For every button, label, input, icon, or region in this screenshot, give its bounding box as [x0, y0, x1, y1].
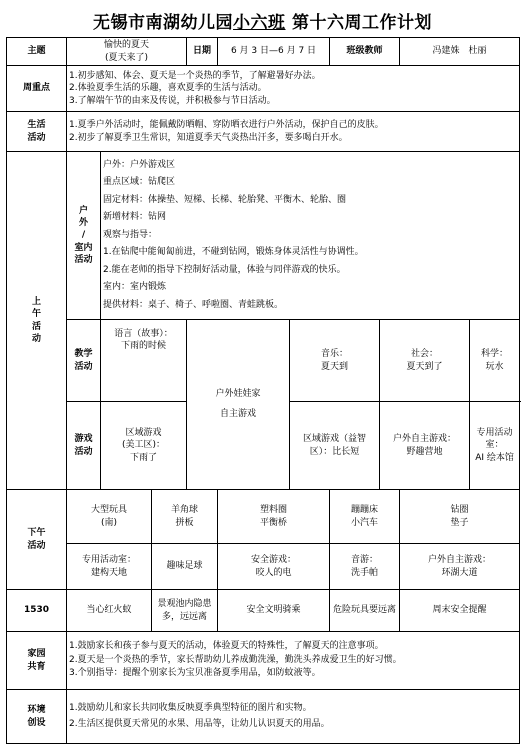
theme-value-line-1: 愉快的夏天	[103, 40, 149, 51]
safety-item	[152, 590, 218, 632]
afternoon-item-line-1: 户外自主游戏：	[428, 555, 492, 566]
afternoon-item-line-1: 安全游戏：	[251, 555, 297, 566]
outdoor-line: 户外：户外游戏区	[103, 159, 176, 170]
afternoon-item	[330, 490, 400, 544]
title-class-name: 小六班	[233, 13, 286, 33]
family-line: 2.夏天是一个炎热的季节，家长帮助幼儿养成勤洗澡，勤洗头养成爱卫生的好习惯。	[69, 654, 402, 665]
afternoon-item-line-2: 环湖大道	[441, 567, 478, 578]
teaching-music-type: 音乐：	[321, 349, 349, 360]
family-label-line-2: 共育	[27, 661, 46, 672]
game-outdoor-line-1: 户外自主游戏：	[393, 434, 457, 445]
theme-value-line-2: (夏天来了)	[104, 52, 149, 63]
safety-item	[400, 590, 520, 632]
week-focus-line: 2.体验夏季生活的乐趣，喜欢夏季的生活与活动。	[69, 83, 267, 94]
life-activity-row	[7, 112, 520, 152]
weekly-plan-table	[6, 37, 520, 744]
teaching-music	[290, 320, 380, 402]
afternoon-item	[67, 544, 152, 590]
environment-line: 2.生活区提供夏天常见的水果、用品等，让幼儿认识夏天的用品。	[69, 718, 330, 729]
outdoor-label-char: /	[81, 230, 86, 241]
afternoon-item-line-1: 音游：	[351, 555, 379, 566]
family-label-line-1: 家园	[27, 649, 46, 660]
week-focus-line: 3.了解端午节的由来及传说，并积极参与节日活动。	[69, 95, 276, 106]
game-outdoor-free	[380, 402, 470, 490]
life-label-line-2: 活动	[27, 132, 46, 143]
game-art-line-2: (美工区)：	[121, 440, 166, 451]
family-row	[7, 632, 520, 690]
week-focus-row	[7, 66, 520, 112]
teaching-science	[470, 320, 520, 402]
page-title	[0, 8, 525, 33]
title-prefix: 无锡市南湖幼儿园	[93, 13, 234, 33]
family-line: 1.鼓励家长和孩子参与夏天的活动，体验夏天的特殊性，了解夏天的注意事项。	[69, 641, 384, 652]
morning-activity-label	[7, 152, 67, 490]
life-activity-label	[7, 112, 67, 152]
afternoon-item-line-1: 羊角球	[170, 505, 198, 516]
outdoor-label-char: 外	[78, 218, 88, 229]
safety-item-line-1: 安全文明骑乘	[246, 605, 301, 616]
environment-row	[7, 690, 520, 744]
safety-item-line-1: 危险玩具要远离	[333, 605, 397, 616]
week-focus-line: 1.初步感知、体会、夏天是一个炎热的季节，了解避暑好办法。	[69, 71, 321, 82]
outdoor-line: 固定材料：体操垫、短梯、长梯、轮胎凳、平衡木、轮胎、圈	[103, 194, 347, 205]
game-activity-label	[67, 402, 101, 490]
environment-label-line-1: 环境	[27, 705, 46, 716]
shared-outdoor-play	[187, 320, 290, 490]
safety-item	[67, 590, 152, 632]
teaching-activity-label	[67, 320, 101, 402]
teaching-music-title: 夏天到	[321, 361, 349, 372]
afternoon-item-line-1: 趣味足球	[166, 561, 203, 572]
afternoon-item-line-2: 洗手帕	[351, 567, 379, 578]
outdoor-label-char: 室内	[74, 242, 93, 253]
life-label-line-1: 生活	[27, 120, 46, 131]
afternoon-item-line-1: 大型玩具	[90, 505, 127, 516]
outdoor-line: 2.能在老师的指导下控制好活动量，体验与同伴游戏的快乐。	[103, 264, 346, 275]
theme-value	[67, 38, 187, 66]
afternoon-item	[218, 544, 330, 590]
afternoon-item-line-1: 专用活动室：	[81, 555, 136, 566]
date-value: 6 月 3 日—6 月 7 日	[218, 38, 330, 66]
outdoor-label-char: 户	[78, 206, 88, 217]
safety-label: 1530	[7, 590, 67, 632]
teaching-language-title: 下雨的时候	[120, 341, 166, 352]
week-focus-content	[67, 66, 520, 112]
safety-item	[330, 590, 400, 632]
afternoon-item	[330, 544, 400, 590]
afternoon-item-line-2: 平衡桥	[260, 517, 288, 528]
teaching-language	[101, 320, 187, 402]
morning-label-char: 动	[31, 333, 41, 344]
safety-item	[218, 590, 330, 632]
afternoon-row-2	[7, 544, 520, 590]
morning-outdoor-row	[7, 152, 520, 320]
game-puzzle-line-2: 区）：比长短	[309, 446, 360, 457]
teaching-social	[380, 320, 470, 402]
afternoon-item-line-2: 拼板	[175, 517, 194, 528]
header-row	[7, 38, 520, 66]
morning-teaching-row	[7, 320, 520, 402]
teaching-social-type: 社会：	[411, 349, 439, 360]
afternoon-item	[152, 544, 218, 590]
morning-label-char: 活	[31, 321, 41, 332]
game-puzzle-line-1: 区域游戏（益智	[303, 434, 367, 445]
afternoon-item	[67, 490, 152, 544]
life-line: 2.初步了解夏季卫生常识，知道夏季天气炎热出汗多，要多喝白开水。	[69, 132, 348, 143]
afternoon-item-line-1: 蹦蹦床	[351, 505, 379, 516]
outdoor-indoor-content	[101, 152, 520, 320]
afternoon-activity-label	[7, 490, 67, 590]
afternoon-item-line-2: 小汽车	[351, 517, 379, 528]
teaching-label-line-2: 活动	[74, 361, 93, 372]
outdoor-line: 重点区域：钻爬区	[103, 177, 176, 188]
afternoon-item-line-1: 塑料圈	[260, 505, 288, 516]
afternoon-row-1	[7, 490, 520, 544]
outdoor-line: 室内：室内锻炼	[103, 282, 167, 293]
game-art-area	[101, 402, 187, 490]
family-content	[67, 632, 520, 690]
outdoor-line: 新增材料：钻网	[103, 212, 167, 223]
family-label	[7, 632, 67, 690]
teaching-science-title: 玩水	[485, 361, 504, 372]
game-room-line-2: AI 绘本馆	[475, 452, 514, 463]
game-art-line-1: 区域游戏	[125, 428, 162, 439]
teaching-science-type: 科学：	[481, 349, 509, 360]
outdoor-line: 提供材料：桌子、椅子、呼啦圈、青蛙跳板。	[103, 299, 284, 310]
afternoon-item	[152, 490, 218, 544]
afternoon-item	[400, 544, 520, 590]
safety-item-line-2: 多，远远离	[161, 611, 207, 622]
morning-label-char: 午	[31, 309, 41, 320]
game-special-room	[470, 402, 520, 490]
date-label: 日期	[187, 38, 218, 66]
game-label-line-2: 活动	[74, 446, 93, 457]
outdoor-line: 1.在钻爬中能匍匐前进，不碰到钻网，锻炼身体灵活性与协调性。	[103, 247, 364, 258]
safety-item-line-1: 景观池内隐患	[157, 599, 212, 610]
environment-label-line-2: 创设	[27, 717, 46, 728]
afternoon-item	[400, 490, 520, 544]
game-puzzle-area	[290, 402, 380, 490]
life-activity-content	[67, 112, 520, 152]
teaching-language-type: 语言（故事）：	[114, 329, 173, 339]
week-focus-label: 周重点	[7, 66, 67, 112]
shared-play-line-1: 户外娃娃家	[215, 388, 261, 399]
teaching-social-title: 夏天到了	[406, 361, 443, 372]
family-line: 3.个别指导：提醒个别家长为宝贝准备夏季用品，如防蚊液等。	[69, 668, 321, 679]
afternoon-label-line-2: 活动	[27, 540, 46, 551]
environment-line: 1.鼓励幼儿和家长共同收集反映夏季典型特征的图片和实物。	[69, 703, 312, 714]
environment-label	[7, 690, 67, 744]
game-label-line-1: 游戏	[74, 434, 93, 445]
outdoor-line: 观察与指导：	[103, 229, 158, 240]
teacher-value: 冯建姝 杜丽	[400, 38, 520, 66]
afternoon-item-line-1: 钻圈	[450, 505, 469, 516]
afternoon-item-line-2: (南)	[100, 517, 118, 528]
life-line: 1.夏季户外活动时，能佩戴防晒帽、穿防晒衣进行户外活动，保护自己的皮肤。	[69, 120, 384, 131]
morning-label-char: 上	[31, 297, 41, 308]
shared-play-line-2: 自主游戏	[219, 408, 256, 419]
afternoon-item-line-2: 咬人的电	[255, 567, 292, 578]
safety-row	[7, 590, 520, 632]
environment-content	[67, 690, 520, 744]
safety-item-line-1: 当心红火蚁	[86, 605, 132, 616]
teacher-label: 班级教师	[330, 38, 400, 66]
teaching-label-line-1: 教学	[74, 349, 93, 360]
theme-label: 主题	[7, 38, 67, 66]
game-outdoor-line-2: 野趣营地	[406, 446, 443, 457]
afternoon-item	[218, 490, 330, 544]
outdoor-indoor-label	[67, 152, 101, 320]
afternoon-item-line-2: 垫子	[450, 517, 469, 528]
afternoon-label-line-1: 下午	[27, 528, 46, 539]
safety-item-line-1: 周末安全提醒	[432, 605, 487, 616]
afternoon-item-line-2: 建构天地	[90, 567, 127, 578]
title-suffix: 第十六周工作计划	[285, 13, 432, 33]
game-art-line-3: 下雨了	[129, 452, 157, 463]
outdoor-label-char: 活动	[74, 254, 93, 265]
game-room-line-1: 专用活动室：	[476, 428, 513, 451]
